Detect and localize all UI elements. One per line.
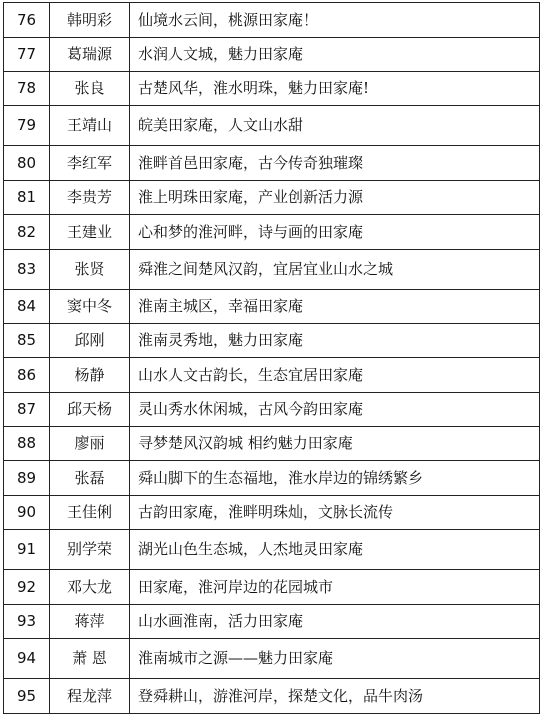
- row-number: 80: [4, 146, 50, 181]
- table-row: [4, 605, 540, 639]
- slogan-table: [3, 2, 540, 714]
- author-name: 王建业: [50, 215, 130, 250]
- table-row: [4, 496, 540, 530]
- author-name: 邓大龙: [50, 570, 130, 605]
- table-row: [4, 250, 540, 290]
- row-number: 84: [4, 290, 50, 324]
- author-name: 别学荣: [50, 530, 130, 570]
- author-name: 韩明彩: [50, 3, 130, 38]
- author-name: 程龙萍: [50, 679, 130, 714]
- slogan-text: 登舜耕山，游淮河岸，探楚文化，品牛肉汤: [130, 679, 540, 714]
- author-name: 窦中冬: [50, 290, 130, 324]
- table-row: [4, 72, 540, 106]
- row-number: 83: [4, 250, 50, 290]
- row-number: 90: [4, 496, 50, 530]
- row-number: 78: [4, 72, 50, 106]
- author-name: 萧 恩: [50, 639, 130, 679]
- row-number: 82: [4, 215, 50, 250]
- slogan-text: 古韵田家庵，淮畔明珠灿，文脉长流传: [130, 496, 540, 530]
- table-row: [4, 215, 540, 250]
- author-name: 李红军: [50, 146, 130, 181]
- row-number: 95: [4, 679, 50, 714]
- slogan-text: 心和梦的淮河畔，诗与画的田家庵: [130, 215, 540, 250]
- author-name: 李贵芳: [50, 181, 130, 215]
- table-row: [4, 324, 540, 358]
- slogan-text: 淮南灵秀地，魅力田家庵: [130, 324, 540, 358]
- table-row: [4, 393, 540, 427]
- slogan-text: 淮南城市之源——魅力田家庵: [130, 639, 540, 679]
- slogan-text: 舜淮之间楚风汉韵，宜居宜业山水之城: [130, 250, 540, 290]
- slogan-text: 仙境水云间，桃源田家庵！: [130, 3, 540, 38]
- table-row: [4, 570, 540, 605]
- slogan-text: 山水人文古韵长，生态宜居田家庵: [130, 358, 540, 393]
- author-name: 张磊: [50, 461, 130, 496]
- table-row: [4, 290, 540, 324]
- table-row: [4, 358, 540, 393]
- author-name: 蒋萍: [50, 605, 130, 639]
- table-row: [4, 679, 540, 714]
- row-number: 76: [4, 3, 50, 38]
- slogan-text: 淮上明珠田家庵，产业创新活力源: [130, 181, 540, 215]
- row-number: 87: [4, 393, 50, 427]
- table-row: [4, 146, 540, 181]
- author-name: 杨静: [50, 358, 130, 393]
- slogan-text: 古楚风华，淮水明珠，魅力田家庵!: [130, 72, 540, 106]
- row-number: 88: [4, 427, 50, 461]
- table-row: [4, 461, 540, 496]
- author-name: 邱天杨: [50, 393, 130, 427]
- author-name: 王靖山: [50, 106, 130, 146]
- author-name: 张良: [50, 72, 130, 106]
- row-number: 86: [4, 358, 50, 393]
- author-name: 王佳俐: [50, 496, 130, 530]
- slogan-text: 淮畔首邑田家庵，古今传奇独璀璨: [130, 146, 540, 181]
- slogan-text: 灵山秀水休闲城，古风今韵田家庵: [130, 393, 540, 427]
- row-number: 79: [4, 106, 50, 146]
- slogan-text: 皖美田家庵，人文山水甜: [130, 106, 540, 146]
- slogan-text: 湖光山色生态城，人杰地灵田家庵: [130, 530, 540, 570]
- row-number: 93: [4, 605, 50, 639]
- table-row: [4, 106, 540, 146]
- author-name: 葛瑞源: [50, 38, 130, 72]
- row-number: 85: [4, 324, 50, 358]
- table-row: [4, 530, 540, 570]
- author-name: 张贤: [50, 250, 130, 290]
- row-number: 81: [4, 181, 50, 215]
- table-row: [4, 427, 540, 461]
- author-name: 廖丽: [50, 427, 130, 461]
- row-number: 89: [4, 461, 50, 496]
- row-number: 94: [4, 639, 50, 679]
- table-row: [4, 639, 540, 679]
- row-number: 91: [4, 530, 50, 570]
- table-row: [4, 38, 540, 72]
- row-number: 77: [4, 38, 50, 72]
- table-row: [4, 181, 540, 215]
- table-row: [4, 3, 540, 38]
- author-name: 邱刚: [50, 324, 130, 358]
- slogan-text: 舜山脚下的生态福地，淮水岸边的锦绣繁乡: [130, 461, 540, 496]
- row-number: 92: [4, 570, 50, 605]
- slogan-text: 水润人文城，魅力田家庵: [130, 38, 540, 72]
- slogan-text: 寻梦楚风汉韵城 相约魅力田家庵: [130, 427, 540, 461]
- slogan-text: 山水画淮南，活力田家庵: [130, 605, 540, 639]
- slogan-text: 田家庵，淮河岸边的花园城市: [130, 570, 540, 605]
- slogan-text: 淮南主城区，幸福田家庵: [130, 290, 540, 324]
